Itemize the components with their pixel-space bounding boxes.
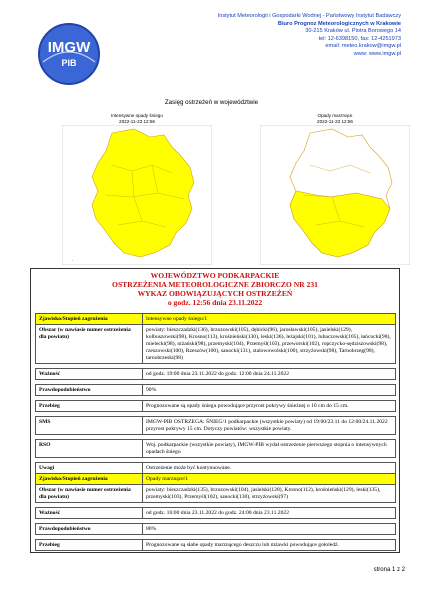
- document-title: [31, 271, 399, 307]
- logo-subtext: PIB: [61, 58, 77, 68]
- phone: tel: 12-6398150, fax: 12-4251973: [318, 35, 401, 42]
- warning1-type-value: Intensywne opady śniegu/1: [143, 314, 396, 325]
- institute-name: Instytut Meteorologii i Gospodarki Wodnej - Państwowy Instytut Badawczy: [217, 13, 401, 19]
- warning1-rso-label: RSO: [36, 440, 143, 458]
- map-snow-shape: [62, 125, 212, 265]
- table-row: [36, 524, 396, 535]
- title-list: WYKAZ OBOWIĄZUJĄCYCH OSTRZEŻEŃ: [137, 289, 293, 298]
- svg-text:°: °: [72, 259, 74, 263]
- map-freezing-caption-date: 2022-11-23 12:56: [317, 118, 353, 124]
- warning1-remarks-value: Ostrzeżenie może być kontynuowane.: [143, 463, 396, 474]
- warning1-sms-label: SMS: [36, 417, 143, 435]
- warning1-area-label: Obszar (w nawiasie numer ostrzeżenia dla powiatu): [36, 325, 143, 364]
- title-time: o godz. 12:56 dnia 23.11.2022: [167, 298, 263, 307]
- address: 30-215 Kraków ul. Piotra Borowego 14: [305, 28, 401, 35]
- warning2-area-label: Obszar (w nawiasie numer ostrzeżenia dla powiatu): [36, 485, 143, 503]
- map-freezing-caption-title: Opady marznące: [317, 113, 353, 118]
- table-row: [36, 440, 396, 458]
- table-row: [36, 463, 396, 474]
- office-name: Biuro Prognoz Meteorologicznych w Krakowie: [277, 20, 401, 27]
- warning2-type-label: Zjawisko/Stopień zagrożenia: [36, 474, 143, 485]
- warning2-probability-label: Prawdopodobieństwo: [36, 524, 143, 535]
- maps-title: Zasięg ostrzeżeń w województwie: [164, 99, 259, 106]
- title-region: WOJEWÓDZTWO PODKARPACKIE: [150, 271, 280, 280]
- page-number: strona 1 z 2: [373, 567, 405, 573]
- warning1-course-label: Przebieg: [36, 401, 143, 412]
- warnings-box: [30, 268, 400, 553]
- table-row: [36, 314, 396, 325]
- warning2-type-value: Opady marznące/1: [143, 474, 396, 485]
- warning1-probability-value: 90%: [143, 385, 396, 396]
- warning2-probability-value: 80%: [143, 524, 396, 535]
- title-bulletin: OSTRZEŻENIA METEOROLOGICZNE ZBIORCZO NR 231: [112, 280, 318, 289]
- warning2-validity-label: Ważność: [36, 508, 143, 519]
- table-row: [36, 401, 396, 412]
- map-snow-caption-title: Intensywne opady śniegu: [111, 113, 163, 118]
- warnings-table: [35, 313, 396, 551]
- map-snow-caption-date: 2022-11-23 12:56: [119, 118, 155, 124]
- map-freezing-shape: [260, 125, 410, 265]
- table-row: [36, 485, 396, 503]
- table-row: [36, 474, 396, 485]
- website[interactable]: www: www.imgw.pl: [353, 50, 401, 57]
- table-row: [36, 385, 396, 396]
- warning2-course-label: Przebieg: [36, 540, 143, 551]
- imgw-logo: [37, 22, 101, 86]
- table-row: [36, 325, 396, 364]
- map-snow: [62, 113, 212, 265]
- email[interactable]: email: meteo.krakow@imgw.pl: [325, 43, 401, 50]
- map-freezing-caption: [260, 113, 410, 124]
- warning1-probability-label: Prawdopodobieństwo: [36, 385, 143, 396]
- institute-header: [141, 13, 401, 59]
- warning1-validity-label: Ważność: [36, 369, 143, 380]
- map-snow-caption: [62, 113, 212, 124]
- map-freezing-rain: [260, 113, 410, 265]
- warning2-course-value: Prognozowane są słabe opady marznącego deszczu lub mżawki powodujące gołoledź.: [143, 540, 396, 551]
- warning1-remarks-label: Uwagi: [36, 463, 143, 474]
- logo-text: IMGW: [47, 39, 91, 56]
- warning1-sms-value: IMGW-PIB OSTRZEGA: ŚNIEG/1 podkarpackie (wszystkie powiaty) od 19:00/23.11 do 12:00/24.11.2022 przyrost pokrywy 15 cm. Dotyczy powiatów: wszystkie powiaty.: [143, 417, 396, 435]
- warning2-validity-value: od godz. 16:00 dnia 23.11.2022 do godz. 24:00 dnia 23.11.2022: [143, 508, 396, 519]
- table-row: [36, 508, 396, 519]
- warning1-type-label: Zjawisko/Stopień zagrożenia: [36, 314, 143, 325]
- warning1-validity-value: od godz. 19:00 dnia 23.11.2022 do godz. 12:00 dnia 24.11.2022: [143, 369, 396, 380]
- table-row: [36, 540, 396, 551]
- warning2-area-value: powiaty: bieszczadzki(135), brzozowski(104), jasielski(128), Krosno(112), krośnieński(129), leski(135), przemyski(103), Przemyśl(102), sanocki(130), strzyżowski(97): [143, 485, 396, 503]
- table-row: [36, 369, 396, 380]
- warning1-course-value: Prognozowane są opady śniegu powodujące przyrost pokrywy śnieżnej o 10 cm do 15 cm.: [143, 401, 396, 412]
- warning1-area-value: powiaty: bieszczadzki(136), brzozowski(105), dębicki(96), jarosławski(105), jasielski(129), kolbuszowski(98), Krosno(113), krośnieński(130), leski(136), leżajski(101), lubaczowski(105), łańcucki(98), mielecki(98), niżański(98), przemyski(104), Przemyśl(103), przeworski(102), ropczycko-sędziszowski(98), rzeszowski(100), Rzeszów(100), sanocki(131), stalowowolski(100), strzyżowski(98), Tarnobrzeg(98), tarnobrzeski(98): [143, 325, 396, 364]
- table-row: [36, 417, 396, 435]
- warning1-rso-value: Woj. podkarpackie (wszystkie powiaty), IMGW-PIB wydał ostrzeżenie pierwszego stopnia o intensywnych opadach śniegu: [143, 440, 396, 458]
